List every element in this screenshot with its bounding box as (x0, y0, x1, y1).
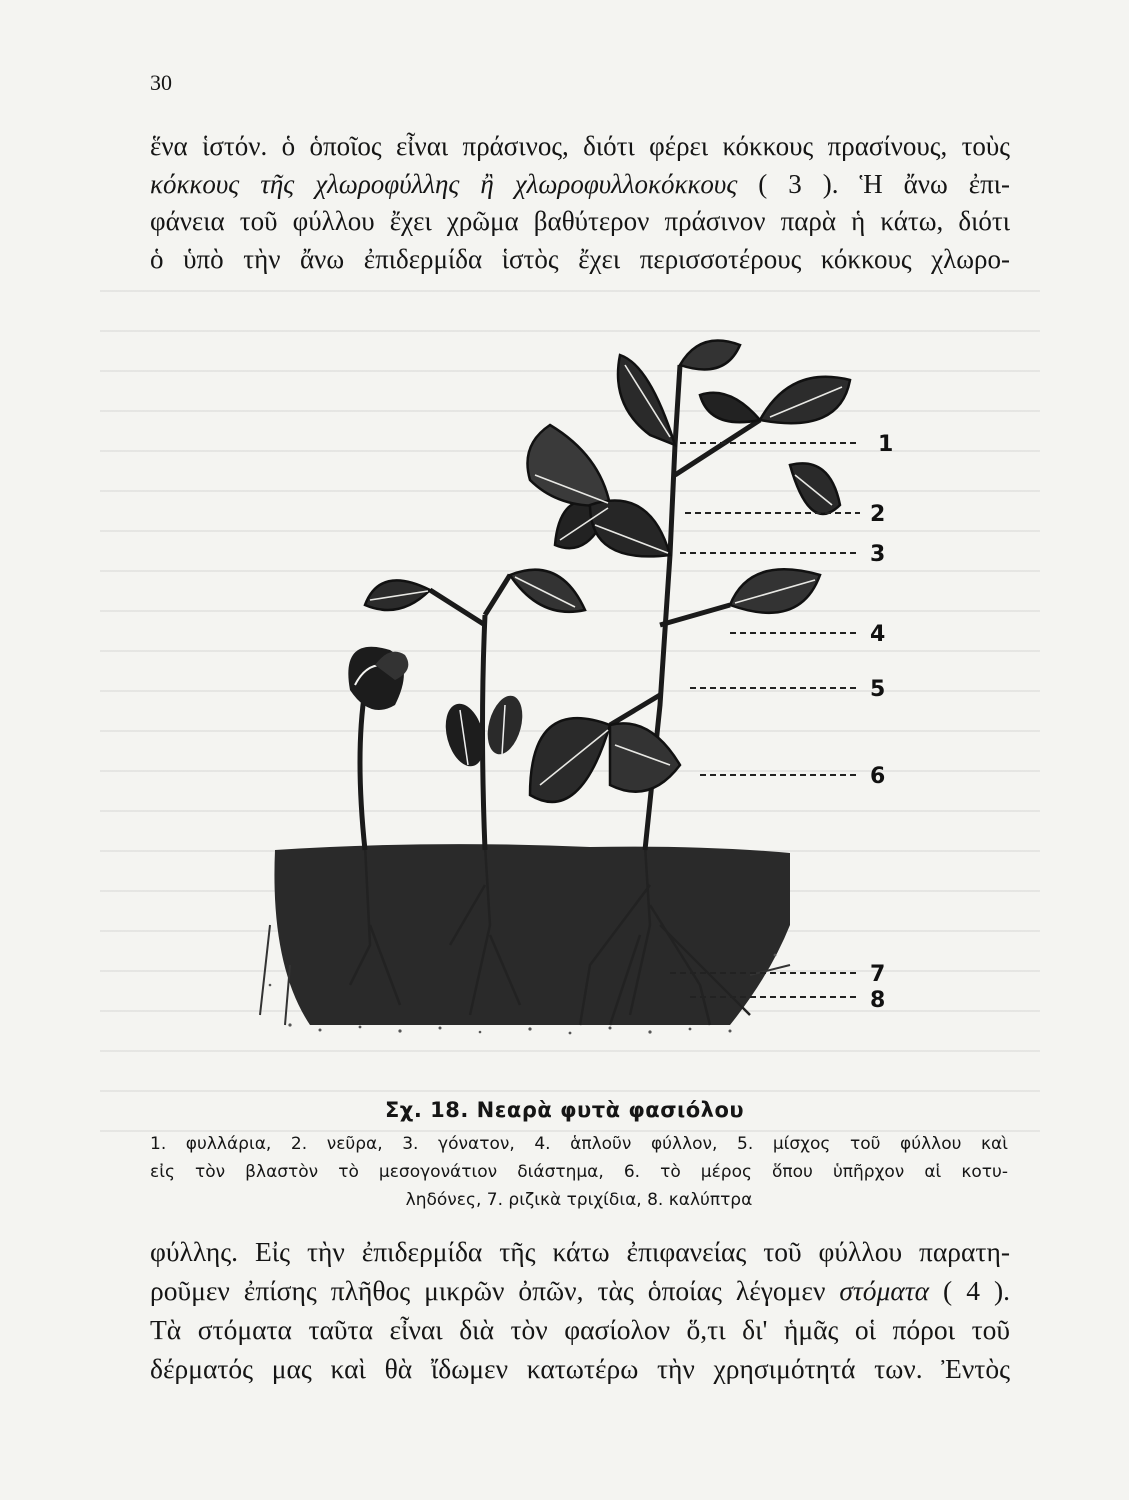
bottom-line-1: φύλλης. Εἰς τὴν ἐπιδερμίδα τῆς κάτω ἐπιφανείας τοῦ φύλλου παρατη- (150, 1236, 1010, 1267)
bottom-line-4: δέρματός μας καὶ θὰ ἴδωμεν κατωτέρω τὴν χρησιμότητά των. Ἐντὸς (150, 1353, 1010, 1384)
caption-line-3: ληδόνες, 7. ριζικὰ τριχίδια, 8. καλύπτρα (405, 1190, 753, 1210)
top-line-1: ἕνα ἱστόν. ὁ ὁποῖος εἶναι πράσινος, διότι φέρει κόκκους πρασίνους, τοὺς (150, 131, 1010, 161)
page-number: 30 (150, 70, 172, 95)
label-2: 2 (870, 502, 886, 527)
stomata-term: στόματα (839, 1275, 930, 1306)
chlorophyll-term: κόκκους τῆς χλωροφύλλης ἢ χλωροφυλλοκόκκους (150, 168, 738, 199)
top-line-2: κόκκους τῆς χλωροφύλλης ἢ χλωροφυλλοκόκκους ( 3 ). Ἡ ἄνω ἐπι- (150, 168, 1010, 199)
label-4: 4 (870, 622, 886, 647)
figure-caption-title: Σχ. 18. Νεαρὰ φυτὰ φασιόλου (384, 1098, 745, 1122)
figure-labels (870, 432, 893, 1013)
plant-drawing (230, 325, 920, 1050)
label-8: 8 (870, 988, 886, 1013)
top-line-3: φάνεια τοῦ φύλλου ἔχει χρῶμα βαθύτερον πράσινον παρὰ ἡ κάτω, διότι (150, 206, 1010, 236)
bottom-line-2: ροῦμεν ἐπίσης πλῆθος μικρῶν ὀπῶν, τὰς ὁποίας λέγομεν στόματα ( 4 ). (150, 1275, 1010, 1306)
label-1: 1 (878, 432, 894, 457)
bottom-line-3: Τὰ στόματα ταῦτα εἶναι διὰ τὸν φασίολον ὅ,τι δι' ἡμᾶς οἱ πόροι τοῦ (150, 1314, 1010, 1345)
label-6: 6 (870, 764, 886, 789)
soil (260, 844, 790, 1034)
caption-line-1: 1. φυλλάρια, 2. νεῦρα, 3. γόνατον, 4. ἁπλοῦν φύλλον, 5. μίσχος τοῦ φύλλου καὶ (150, 1134, 1008, 1154)
label-3: 3 (870, 542, 886, 567)
figure-caption-body (150, 1130, 1008, 1214)
caption-line-2: εἰς τὸν βλαστὸν τὸ μεσογονάτιον διάστημα, 6. τὸ μέρος ὅπου ὑπῆρχον αἱ κοτυ- (150, 1162, 1008, 1182)
label-5: 5 (870, 677, 886, 702)
leaves (365, 341, 850, 802)
top-line-4: ὁ ὑπὸ τὴν ἄνω ἐπιδερμίδα ἱστὸς ἔχει περισσοτέρους κόκκους χλωρο- (150, 243, 1010, 274)
bean-seedlings-illustration (230, 325, 920, 1050)
label-7: 7 (870, 962, 886, 987)
top-paragraph (150, 128, 1010, 278)
cotyledon-left (348, 647, 408, 710)
bottom-paragraph (150, 1232, 1010, 1388)
